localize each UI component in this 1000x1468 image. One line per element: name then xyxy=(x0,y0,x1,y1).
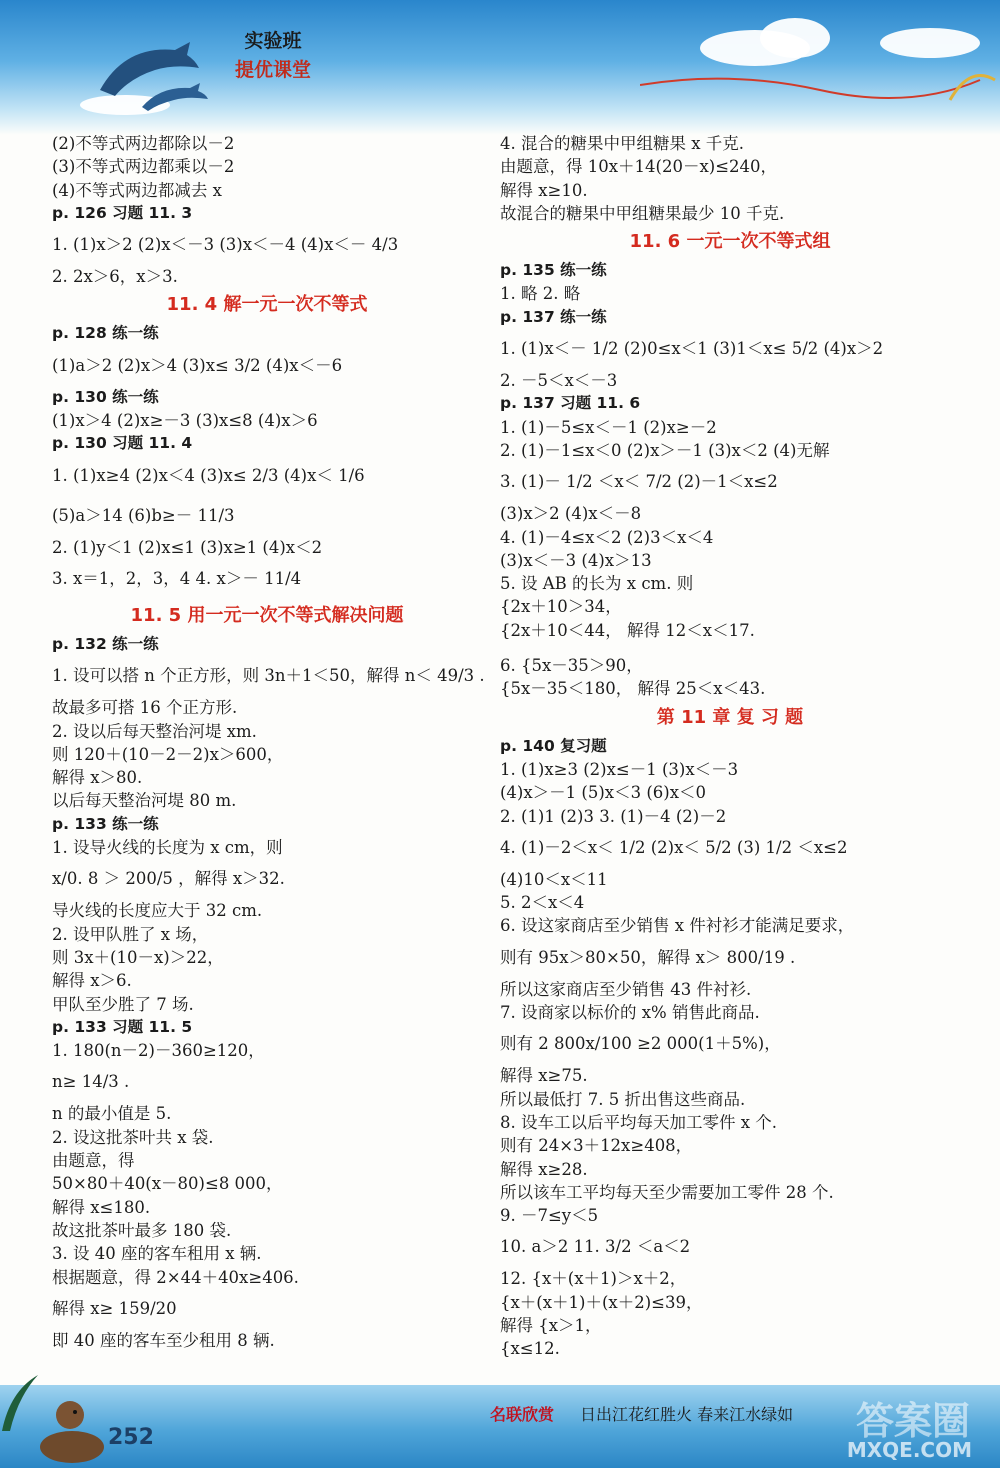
answer-line: (4)不等式两边都减去 x xyxy=(52,180,222,200)
answer-line: 1. 略 2. 略 xyxy=(500,284,581,304)
answer-line: (4)10＜x＜11 xyxy=(500,869,608,889)
answer-line: 10. a＞2 11. 3/2 ＜a＜2 xyxy=(500,1237,691,1257)
answer-line: 2. 设以后每天整治河堤 xm. xyxy=(52,721,257,741)
answer-line: 5. 2＜x＜4 xyxy=(500,893,585,913)
answer-line: 则有 95x＞80×50，解得 x＞ 800/19 . xyxy=(500,947,796,967)
answer-line: (3)x＜－3 (4)x＞13 xyxy=(500,550,652,570)
answer-line: 7. 设商家以标价的 x% 销售此商品. xyxy=(500,1003,760,1023)
answer-line: (1)x＞4 (2)x≥－3 (3)x≤8 (4)x＞6 xyxy=(52,411,318,431)
answer-line: 2. 2x＞6，x＞3. xyxy=(52,267,178,287)
answer-line: 4. (1)－4≤x＜2 (2)3＜x＜4 xyxy=(500,527,714,547)
answer-line: 1. 设导火线的长度为 x cm，则 xyxy=(52,838,283,858)
answer-line: 1. (1)x≥3 (2)x≤－1 (3)x＜－3 xyxy=(500,759,739,779)
spacer xyxy=(500,642,960,654)
answer-line: 12. {x＋(x＋1)＞x＋2， xyxy=(500,1269,687,1289)
palm-leaf-icon xyxy=(0,1371,40,1431)
answer-line: 故这批茶叶最多 180 袋. xyxy=(52,1220,232,1240)
answer-line: 1. (1)x≥4 (2)x＜4 (3)x≤ 2/3 (4)x＜ 1/6 xyxy=(52,465,365,485)
answer-line: 1. (1)x＞2 (2)x＜－3 (3)x＜－4 (4)x＜－ 4/3 xyxy=(52,235,399,255)
answer-line: 2. －5＜x＜－3 xyxy=(500,371,618,391)
answer-line: 1. 设可以搭 n 个正方形，则 3n＋1＜50，解得 n＜ 49/3 . xyxy=(52,666,485,686)
exercise-heading: p. 137 习题 11. 6 xyxy=(500,394,641,413)
answer-line: (5)a＞14 (6)b≥－ 11/3 xyxy=(52,505,235,525)
exercise-heading: p. 137 练一练 xyxy=(500,307,607,326)
answer-line: 故最多可搭 16 个正方形. xyxy=(52,698,238,718)
answer-line: {x＋(x＋1)＋(x＋2)≤39， xyxy=(500,1292,703,1312)
answer-line: (1)a＞2 (2)x＞4 (3)x≤ 3/2 (4)x＜－6 xyxy=(52,355,343,375)
answer-line: 所以这家商店至少销售 43 件衬衫. xyxy=(500,979,752,999)
answer-line: 2. (1)y＜1 (2)x≤1 (3)x≥1 (4)x＜2 xyxy=(52,537,323,557)
brand-logo xyxy=(218,26,328,82)
answer-line: 则 3x＋(10－x)＞22， xyxy=(52,947,224,967)
exercise-heading: p. 130 习题 11. 4 xyxy=(52,434,193,453)
answer-line: 3. x＝1，2，3，4 4. x＞－ 11/4 xyxy=(52,568,302,588)
answer-line: 1. (1)－5≤x＜－1 (2)x≥－2 xyxy=(500,417,717,437)
answer-line: 根据题意，得 2×44＋40x≥406. xyxy=(52,1267,299,1287)
answer-line: n≥ 14/3 . xyxy=(52,1072,130,1092)
dolphin-icon xyxy=(140,82,210,112)
answer-line: 2. 设甲队胜了 x 场， xyxy=(52,924,209,944)
answer-line: 即 40 座的客车至少租用 8 辆. xyxy=(52,1330,275,1350)
answer-line: 解得 x≥28. xyxy=(500,1159,588,1179)
answer-line: x/0. 8 ＞ 200/5 ，解得 x＞32. xyxy=(52,869,285,889)
exercise-heading: p. 128 练一练 xyxy=(52,324,159,343)
page-number: 252 xyxy=(108,1425,154,1450)
answer-line: 则 120＋(10－2－2)x＞600， xyxy=(52,744,284,764)
section-title: 11. 6 一元一次不等式组 xyxy=(629,231,831,253)
right-column xyxy=(500,132,960,1361)
answer-line: 2. 设这批茶叶共 x 袋. xyxy=(52,1127,214,1147)
answer-line: (2)不等式两边都除以－2 xyxy=(52,134,235,153)
answer-line: 解得 x≤180. xyxy=(52,1197,151,1217)
exercise-heading: p. 130 练一练 xyxy=(52,387,159,406)
watermark-url: MXQE.COM xyxy=(846,1438,972,1462)
exercise-heading: p. 133 练一练 xyxy=(52,814,159,833)
answer-line: 解得 x＞80. xyxy=(52,768,143,788)
answer-line: 解得 x＞6. xyxy=(52,971,132,991)
answer-line: 3. (1)－ 1/2 ＜x＜ 7/2 (2)－1＜x≤2 xyxy=(500,472,778,492)
answer-line: (4)x＞－1 (5)x＜3 (6)x＜0 xyxy=(500,783,707,803)
brand-subtitle: 提优课堂 xyxy=(234,59,311,81)
watermark-logo: 答案圈 xyxy=(855,1399,970,1443)
exercise-heading: p. 126 习题 11. 3 xyxy=(52,203,193,222)
answer-line: 3. 设 40 座的客车租用 x 辆. xyxy=(52,1244,262,1264)
header-banner xyxy=(0,0,1000,135)
answer-line: 故混合的糖果中甲组糖果最少 10 千克. xyxy=(500,203,785,223)
answer-line: {2x＋10＜44， 解得 12＜x＜17. xyxy=(500,620,755,640)
answer-line: 1. (1)x＜－ 1/2 (2)0≤x＜1 (3)1＜x≤ 5/2 (4)x＞2 xyxy=(500,339,884,359)
answer-line: 6. {5x－35＞90， xyxy=(500,656,643,676)
section-title: 第 11 章 复 习 题 xyxy=(656,706,804,728)
answer-line: 解得 x≥10. xyxy=(500,180,588,200)
kite-string-icon xyxy=(640,60,1000,110)
answer-line: {5x－35＜180， 解得 25＜x＜43. xyxy=(500,679,766,699)
left-column xyxy=(52,132,485,1352)
answer-line: 所以该车工平均每天至少需要加工零件 28 个. xyxy=(500,1182,834,1202)
cloud-shape xyxy=(760,18,830,58)
answer-line: 解得 {x＞1， xyxy=(500,1315,602,1335)
footer-couplet: 日出江花红胜火 春来江水绿如 xyxy=(580,1405,794,1424)
answer-line: 则有 2 800x/100 ≥2 000(1＋5%)， xyxy=(500,1034,781,1054)
answer-line: 以后每天整治河堤 80 m. xyxy=(52,791,237,811)
answer-line: 所以最低打 7. 5 折出售这些商品. xyxy=(500,1089,746,1109)
answer-line: 由题意，得 xyxy=(52,1151,135,1171)
section-title: 11. 5 用一元一次不等式解决问题 xyxy=(130,604,404,626)
answer-line: 4. (1)－2＜x＜ 1/2 (2)x＜ 5/2 (3) 1/2 ＜x≤2 xyxy=(500,837,848,857)
answer-line: 1. 180(n－2)－360≥120， xyxy=(52,1041,265,1061)
answer-line: n 的最小值是 5. xyxy=(52,1104,172,1124)
sea-lion-icon xyxy=(30,1387,110,1467)
answer-line: 则有 24×3＋12x≥408， xyxy=(500,1136,693,1156)
exercise-heading: p. 133 习题 11. 5 xyxy=(52,1017,193,1036)
brand-title: 实验班 xyxy=(244,30,302,52)
answer-line: {x≤12. xyxy=(500,1339,560,1359)
answer-line: 2. (1)1 (2)3 3. (1)－4 (2)－2 xyxy=(500,806,727,826)
answer-line: 导火线的长度应大于 32 cm. xyxy=(52,901,263,921)
answer-line: 由题意，得 10x＋14(20－x)≤240， xyxy=(500,157,778,177)
exercise-heading: p. 132 练一练 xyxy=(52,634,159,653)
answer-line: 9. －7≤y＜5 xyxy=(500,1206,599,1226)
answer-line: 4. 混合的糖果中甲组糖果 x 千克. xyxy=(500,134,745,153)
cloud-shape xyxy=(880,28,980,58)
answer-line: 解得 x≥75. xyxy=(500,1066,588,1086)
exercise-heading: p. 140 复习题 xyxy=(500,736,607,755)
section-title: 11. 4 解一元一次不等式 xyxy=(166,294,368,316)
answer-line: (3)x＞2 (4)x＜－8 xyxy=(500,504,642,524)
answer-line: (3)不等式两边都乘以－2 xyxy=(52,157,235,177)
answer-line: 5. 设 AB 的长为 x cm. 则 xyxy=(500,574,694,594)
answer-line: {2x＋10＞34， xyxy=(500,597,622,617)
footer-label: 名联欣赏 xyxy=(490,1405,555,1424)
answer-line: 解得 x≥ 159/20 xyxy=(52,1298,177,1318)
exercise-heading: p. 135 练一练 xyxy=(500,261,607,280)
answer-line: 甲队至少胜了 7 场. xyxy=(52,994,194,1014)
answer-line: 50×80＋40(x－80)≤8 000， xyxy=(52,1174,283,1194)
answer-line: 6. 设这家商店至少销售 x 件衬衫才能满足要求， xyxy=(500,916,855,936)
answer-line: 2. (1)－1≤x＜0 (2)x＞－1 (3)x＜2 (4)无解 xyxy=(500,440,830,460)
answer-line: 8. 设车工以后平均每天加工零件 x 个. xyxy=(500,1112,778,1132)
